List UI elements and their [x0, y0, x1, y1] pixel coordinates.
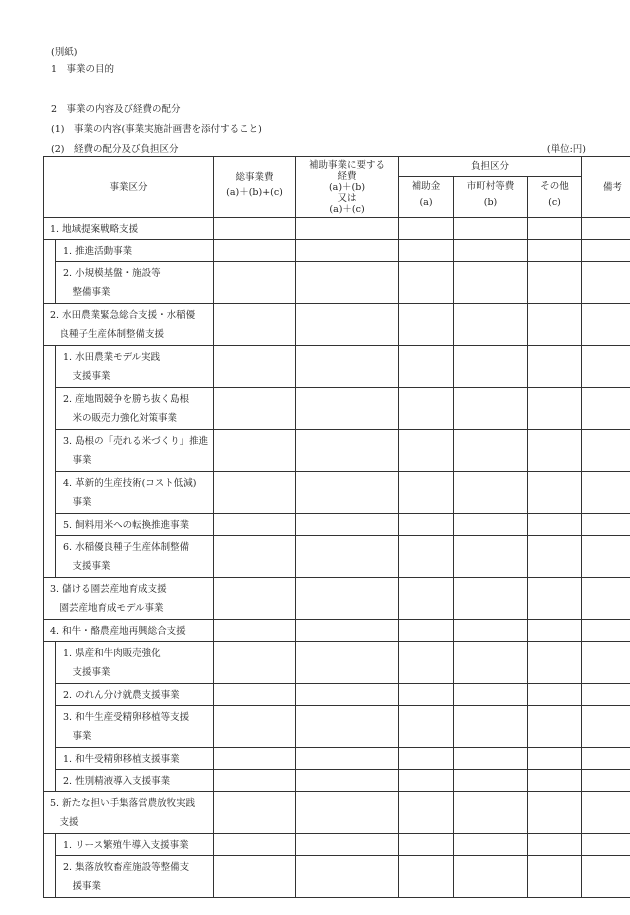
- amount-cell: [296, 684, 399, 706]
- amount-cell: [454, 642, 528, 684]
- amount-cell: [582, 792, 630, 834]
- amount-cell: [528, 262, 582, 304]
- subitem-row: [44, 834, 630, 856]
- indent-cell: [44, 834, 56, 856]
- subitem-row: [44, 430, 630, 472]
- category-label: [44, 578, 214, 620]
- budget-table: [43, 156, 630, 898]
- amount-cell: [528, 346, 582, 388]
- header-other-label: その他: [540, 180, 569, 192]
- subitem-row: [44, 770, 630, 792]
- subitem-label-text: 2. 小規模基盤・施設等 整備事業: [63, 268, 161, 298]
- indent-cell: [44, 684, 56, 706]
- subitem-row: [44, 706, 630, 748]
- header-other-code: (c): [548, 196, 561, 208]
- amount-cell: [454, 304, 528, 346]
- amount-cell: [399, 472, 454, 514]
- amount-cell: [214, 430, 296, 472]
- subitem-label: [56, 262, 214, 304]
- category-row: [44, 792, 630, 834]
- amount-cell: [582, 388, 630, 430]
- amount-cell: [454, 706, 528, 748]
- category-row: [44, 218, 630, 240]
- amount-cell: [528, 218, 582, 240]
- header-subsidy-line-2: 経費: [337, 170, 357, 182]
- amount-cell: [296, 642, 399, 684]
- amount-cell: [296, 472, 399, 514]
- amount-cell: [528, 536, 582, 578]
- subitem-label: [56, 706, 214, 748]
- amount-cell: [528, 748, 582, 770]
- subitem-row: [44, 388, 630, 430]
- amount-cell: [582, 578, 630, 620]
- subitem-label-text: 5. 飼料用米への転換推進事業: [63, 519, 190, 531]
- amount-cell: [214, 472, 296, 514]
- subitem-label-text: 1. 県産和牛肉販売強化 支援事業: [63, 648, 161, 678]
- indent-cell: [44, 388, 56, 430]
- section-1-heading: 1 事業の目的: [51, 64, 115, 75]
- indent-cell: [44, 706, 56, 748]
- amount-cell: [214, 834, 296, 856]
- header-municipal-code: (b): [483, 196, 498, 208]
- amount-cell: [454, 748, 528, 770]
- amount-cell: [296, 430, 399, 472]
- subitem-label: [56, 536, 214, 578]
- amount-cell: [296, 218, 399, 240]
- amount-cell: [454, 792, 528, 834]
- header-subsidy-line-4: 又は: [337, 192, 357, 204]
- category-label: [44, 304, 214, 346]
- category-label-text: 1. 地域提案戦略支援: [50, 223, 139, 235]
- amount-cell: [454, 684, 528, 706]
- subitem-label: [56, 388, 214, 430]
- amount-cell: [582, 240, 630, 262]
- amount-cell: [214, 262, 296, 304]
- amount-cell: [528, 472, 582, 514]
- amount-cell: [454, 430, 528, 472]
- subitem-row: [44, 536, 630, 578]
- amount-cell: [454, 388, 528, 430]
- amount-cell: [399, 684, 454, 706]
- header-subsidy-line-5: (a)＋(c): [329, 203, 365, 215]
- amount-cell: [399, 706, 454, 748]
- amount-cell: [214, 748, 296, 770]
- amount-cell: [399, 792, 454, 834]
- header-total-formula: (a)＋(b)+(c): [226, 186, 283, 198]
- amount-cell: [454, 218, 528, 240]
- category-label-text: 5. 新たな担い手集落営農放牧実践 支援: [50, 798, 196, 828]
- amount-cell: [296, 240, 399, 262]
- amount-cell: [296, 706, 399, 748]
- subitem-label-text: 4. 革新的生産技術(コスト低減) 事業: [63, 478, 197, 508]
- amount-cell: [454, 514, 528, 536]
- amount-cell: [582, 304, 630, 346]
- amount-cell: [582, 514, 630, 536]
- amount-cell: [528, 684, 582, 706]
- amount-cell: [214, 620, 296, 642]
- unit-label: (単位:円): [546, 144, 586, 155]
- subitem-row: [44, 642, 630, 684]
- amount-cell: [454, 620, 528, 642]
- amount-cell: [454, 578, 528, 620]
- header-total-label: 総事業費: [235, 171, 274, 183]
- subitem-label-text: 3. 和牛生産受精卵移植等支援 事業: [63, 712, 190, 742]
- amount-cell: [296, 304, 399, 346]
- amount-cell: [454, 536, 528, 578]
- amount-cell: [454, 770, 528, 792]
- subitem-label: [56, 430, 214, 472]
- subitem-label-text: 6. 水稲優良種子生産体制整備 支援事業: [63, 542, 190, 572]
- amount-cell: [528, 578, 582, 620]
- amount-cell: [582, 620, 630, 642]
- category-label-text: 4. 和牛・酪農産地再興総合支援: [50, 625, 186, 637]
- amount-cell: [214, 706, 296, 748]
- indent-cell: [44, 514, 56, 536]
- amount-cell: [528, 770, 582, 792]
- amount-cell: [214, 218, 296, 240]
- indent-cell: [44, 642, 56, 684]
- subitem-row: [44, 472, 630, 514]
- amount-cell: [399, 240, 454, 262]
- amount-cell: [399, 514, 454, 536]
- amount-cell: [454, 834, 528, 856]
- amount-cell: [582, 748, 630, 770]
- amount-cell: [296, 856, 399, 898]
- amount-cell: [582, 218, 630, 240]
- amount-cell: [296, 620, 399, 642]
- amount-cell: [296, 792, 399, 834]
- header-other: [528, 177, 582, 218]
- amount-cell: [582, 706, 630, 748]
- amount-cell: [214, 856, 296, 898]
- header-grant: [399, 177, 454, 218]
- subitem-row: [44, 514, 630, 536]
- header-municipal: [454, 177, 528, 218]
- amount-cell: [296, 262, 399, 304]
- subitem-label-text: 2. のれん分け就農支援事業: [63, 689, 180, 701]
- amount-cell: [214, 770, 296, 792]
- category-row: [44, 620, 630, 642]
- category-label-text: 3. 儲ける園芸産地育成支援 園芸産地育成モデル事業: [50, 584, 167, 614]
- header-burden: 負担区分: [399, 157, 582, 177]
- amount-cell: [582, 430, 630, 472]
- indent-cell: [44, 536, 56, 578]
- subitem-label-text: 1. 和牛受精卵移植支援事業: [63, 753, 180, 765]
- subitem-label: [56, 346, 214, 388]
- amount-cell: [454, 346, 528, 388]
- amount-cell: [528, 430, 582, 472]
- amount-cell: [528, 620, 582, 642]
- header-grant-label: 補助金: [411, 180, 441, 192]
- amount-cell: [454, 856, 528, 898]
- subitem-label: [56, 240, 214, 262]
- subitem-label-text: 1. リース繁殖牛導入支援事業: [63, 839, 189, 851]
- subitem-label: [56, 684, 214, 706]
- amount-cell: [399, 642, 454, 684]
- amount-cell: [528, 706, 582, 748]
- subitem-label-text: 1. 推進活動事業: [63, 245, 133, 257]
- amount-cell: [296, 834, 399, 856]
- amount-cell: [582, 834, 630, 856]
- indent-cell: [44, 430, 56, 472]
- amount-cell: [296, 770, 399, 792]
- subitem-label-text: 1. 水田農業モデル実践 支援事業: [63, 352, 161, 382]
- amount-cell: [399, 620, 454, 642]
- amount-cell: [454, 262, 528, 304]
- amount-cell: [582, 770, 630, 792]
- subitem-row: [44, 684, 630, 706]
- amount-cell: [214, 240, 296, 262]
- attachment-label: (別紙): [51, 47, 78, 58]
- amount-cell: [296, 346, 399, 388]
- subitem-row: [44, 240, 630, 262]
- subitem-label: [56, 472, 214, 514]
- amount-cell: [399, 770, 454, 792]
- amount-cell: [454, 240, 528, 262]
- amount-cell: [582, 346, 630, 388]
- amount-cell: [214, 578, 296, 620]
- subitem-row: [44, 856, 630, 898]
- amount-cell: [399, 304, 454, 346]
- amount-cell: [528, 388, 582, 430]
- amount-cell: [214, 346, 296, 388]
- header-total: [214, 157, 296, 218]
- indent-cell: [44, 856, 56, 898]
- amount-cell: [214, 514, 296, 536]
- amount-cell: [528, 792, 582, 834]
- amount-cell: [528, 240, 582, 262]
- amount-cell: [582, 472, 630, 514]
- amount-cell: [582, 536, 630, 578]
- amount-cell: [528, 856, 582, 898]
- subitem-label-text: 2. 産地間競争を勝ち抜く島根 米の販売力強化対策事業: [63, 394, 190, 424]
- amount-cell: [214, 388, 296, 430]
- item-2-heading: (2) 経費の配分及び負担区分: [51, 144, 179, 155]
- subitem-label: [56, 514, 214, 536]
- amount-cell: [296, 514, 399, 536]
- header-grant-code: (a): [419, 196, 433, 208]
- amount-cell: [214, 304, 296, 346]
- amount-cell: [528, 642, 582, 684]
- header-subsidy-line-3: (a)＋(b): [328, 181, 366, 193]
- subitem-row: [44, 262, 630, 304]
- category-label: [44, 792, 214, 834]
- amount-cell: [399, 748, 454, 770]
- amount-cell: [296, 748, 399, 770]
- amount-cell: [399, 388, 454, 430]
- subitem-label: [56, 770, 214, 792]
- amount-cell: [399, 834, 454, 856]
- category-label: [44, 218, 214, 240]
- amount-cell: [454, 472, 528, 514]
- amount-cell: [399, 262, 454, 304]
- subitem-label: [56, 748, 214, 770]
- item-1-heading: (1) 事業の内容(事業実施計画書を添付すること): [51, 124, 262, 135]
- amount-cell: [399, 346, 454, 388]
- amount-cell: [528, 514, 582, 536]
- amount-cell: [399, 430, 454, 472]
- amount-cell: [214, 792, 296, 834]
- header-category: 事業区分: [44, 157, 214, 218]
- indent-cell: [44, 748, 56, 770]
- amount-cell: [528, 834, 582, 856]
- amount-cell: [296, 578, 399, 620]
- amount-cell: [582, 684, 630, 706]
- table-body: [44, 218, 630, 898]
- indent-cell: [44, 472, 56, 514]
- amount-cell: [399, 218, 454, 240]
- subitem-label-text: 3. 島根の「売れる米づくり」推進 事業: [63, 436, 209, 466]
- section-2-heading: 2 事業の内容及び経費の配分: [51, 104, 181, 115]
- indent-cell: [44, 262, 56, 304]
- category-label: [44, 620, 214, 642]
- indent-cell: [44, 346, 56, 388]
- amount-cell: [582, 856, 630, 898]
- amount-cell: [399, 536, 454, 578]
- amount-cell: [399, 578, 454, 620]
- indent-cell: [44, 240, 56, 262]
- amount-cell: [296, 388, 399, 430]
- header-subsidy-line-1: 補助事業に要する: [309, 159, 386, 171]
- amount-cell: [399, 856, 454, 898]
- amount-cell: [582, 262, 630, 304]
- header-subsidy-required: [296, 157, 399, 218]
- amount-cell: [214, 642, 296, 684]
- amount-cell: [296, 536, 399, 578]
- header-remarks: 備考: [582, 157, 630, 218]
- amount-cell: [214, 536, 296, 578]
- amount-cell: [528, 304, 582, 346]
- subitem-label-text: 2. 集落放牧畜産施設等整備支 援事業: [63, 862, 190, 892]
- subitem-row: [44, 748, 630, 770]
- subitem-label: [56, 642, 214, 684]
- indent-cell: [44, 770, 56, 792]
- category-row: [44, 578, 630, 620]
- subitem-row: [44, 346, 630, 388]
- subitem-label-text: 2. 性別精液導入支援事業: [63, 775, 171, 787]
- amount-cell: [582, 642, 630, 684]
- subitem-label: [56, 834, 214, 856]
- category-row: [44, 304, 630, 346]
- category-label-text: 2. 水田農業緊急総合支援・水稲優 良種子生産体制整備支援: [50, 310, 196, 340]
- header-municipal-label: 市町村等費: [466, 180, 515, 192]
- amount-cell: [214, 684, 296, 706]
- subitem-label: [56, 856, 214, 898]
